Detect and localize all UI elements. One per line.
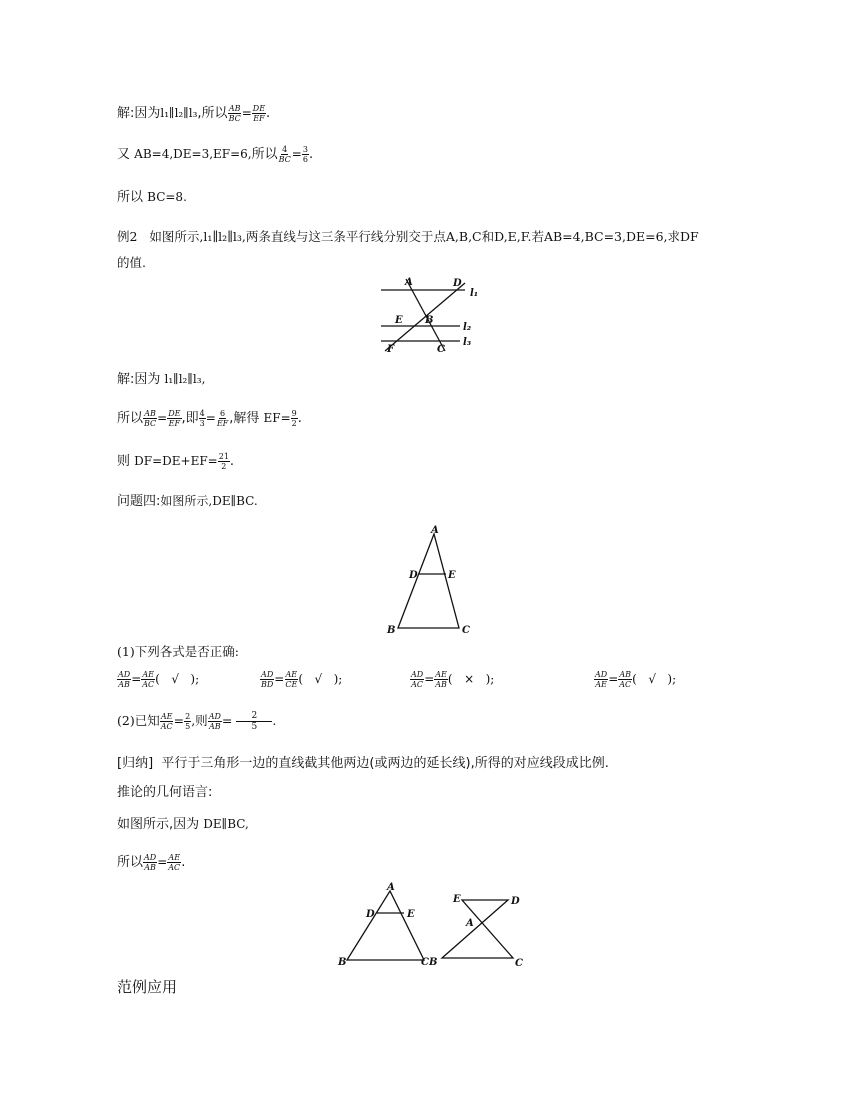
tri-label-A: A bbox=[431, 525, 439, 536]
example2-text: 例2 如图所示,l₁∥l₂∥l₃,两条直线与这三条平行线分别交于点A,B,C和D,E,F.若AB=4,BC=3,DE=6,求DF bbox=[117, 229, 699, 244]
fraction-ab-bc: $\frac{AB}{BC}$ bbox=[228, 104, 241, 123]
corollary-line2: 所以 $\frac{AD}{AB}$ = $\frac{AE}{AC}$ . bbox=[117, 853, 186, 872]
answer-mark: × bbox=[464, 672, 475, 686]
summary-line: [归纳] 平行于三角形一边的直线截其他两边(或两边的延长线),所得的对应线段成比例. bbox=[117, 756, 609, 771]
corollary-figure bbox=[335, 880, 535, 970]
label-A: A bbox=[405, 277, 413, 288]
summary-tag: [归纳] bbox=[117, 756, 154, 771]
answer-mark: √ bbox=[171, 672, 179, 686]
corollary-heading: 推论的几何语言: bbox=[117, 785, 213, 800]
tri-label-C: C bbox=[462, 625, 470, 636]
answer-blank: $\frac{2}{5}$ bbox=[236, 711, 272, 732]
example2-label: 例2 bbox=[117, 229, 138, 244]
tri-label-B: B bbox=[387, 625, 396, 636]
tri-label-D: D bbox=[409, 570, 418, 581]
example2-text-cont: 的值. bbox=[117, 255, 146, 270]
fraction-4-bc: $\frac{4}{BC}$ bbox=[278, 145, 291, 164]
corollary-line1: 如图所示,因为 DE∥BC, bbox=[117, 817, 249, 832]
tri-label-E: E bbox=[448, 570, 456, 581]
solution2-line1: 解:因为 l₁∥l₂∥l₃, bbox=[117, 372, 206, 387]
fig3-label-E2: E bbox=[453, 894, 461, 905]
label-C: C bbox=[437, 344, 445, 355]
answer-mark: √ bbox=[314, 672, 323, 686]
fig3-label-D: D bbox=[366, 909, 375, 920]
solution2-line3: 则 DF=DE+EF= $\frac{21}{2}$ . bbox=[117, 452, 235, 471]
fig3-label-B: B bbox=[338, 957, 347, 968]
label-l1: l₁ bbox=[470, 288, 479, 299]
section-title: 范例应用 bbox=[117, 978, 178, 996]
fig3-label-D2: D bbox=[511, 896, 520, 907]
parallel-lines-figure bbox=[375, 275, 490, 355]
label-l3: l₃ bbox=[463, 337, 472, 348]
problem4-item-1: $\frac{AD}{AB}$ = $\frac{AE}{AC}$ ( √ ); bbox=[118, 670, 200, 689]
fig3-label-E: E bbox=[407, 909, 415, 920]
triangle-figure bbox=[383, 522, 478, 640]
fig3-label-A: A bbox=[387, 882, 395, 893]
fig3-label-CB: CB bbox=[421, 957, 438, 968]
problem4-q2: (2)已知 $\frac{AE}{AC}$ = $\frac{2}{5}$ ,则 $\frac{AD}{AB}$ = $\frac{2}{5}$ . bbox=[117, 711, 277, 732]
answer-mark: √ bbox=[648, 672, 656, 686]
fig3-label-C2: C bbox=[515, 958, 523, 969]
label-F: F bbox=[387, 344, 395, 355]
fraction-de-ef: $\frac{DE}{EF}$ bbox=[252, 104, 266, 123]
fraction-3-6: $\frac{3}{6}$ bbox=[302, 145, 308, 164]
problem4-item-3: $\frac{AD}{AC}$ = $\frac{AE}{AB}$ ( × ); bbox=[411, 670, 495, 689]
label-l2: l₂ bbox=[463, 322, 472, 333]
solution1-line1: 解:因为l₁∥l₂∥l₃,所以 $\frac{AB}{BC}$ = $\frac{DE}{EF}$ . bbox=[117, 104, 271, 123]
label-E: E bbox=[395, 315, 403, 326]
problem4-q1: (1)下列各式是否正确: bbox=[117, 644, 239, 659]
label-B: B bbox=[425, 315, 434, 326]
problem4-item-4: $\frac{AD}{AE}$ = $\frac{AB}{AC}$ ( √ ); bbox=[595, 670, 677, 689]
problem4-item-2: $\frac{AD}{BD}$ = $\frac{AE}{CE}$ ( √ ); bbox=[261, 670, 343, 689]
label-D: D bbox=[453, 278, 462, 289]
problem4-heading: 问题四:如图所示,DE∥BC. bbox=[117, 494, 258, 509]
solution2-line2: 所以 $\frac{AB}{BC}$ = $\frac{DE}{EF}$ ,即 $\frac{4}{3}$ = $\frac{6}{EF}$ ,解得 EF= $\frac{9}{2}$ . bbox=[117, 409, 302, 428]
fig3-label-A2: A bbox=[466, 918, 474, 929]
solution1-line2: 又 AB=4,DE=3,EF=6,所以 $\frac{4}{BC}$ = $\frac{3}{6}$ . bbox=[117, 145, 314, 164]
solution1-line3: 所以 BC=8. bbox=[117, 190, 187, 205]
